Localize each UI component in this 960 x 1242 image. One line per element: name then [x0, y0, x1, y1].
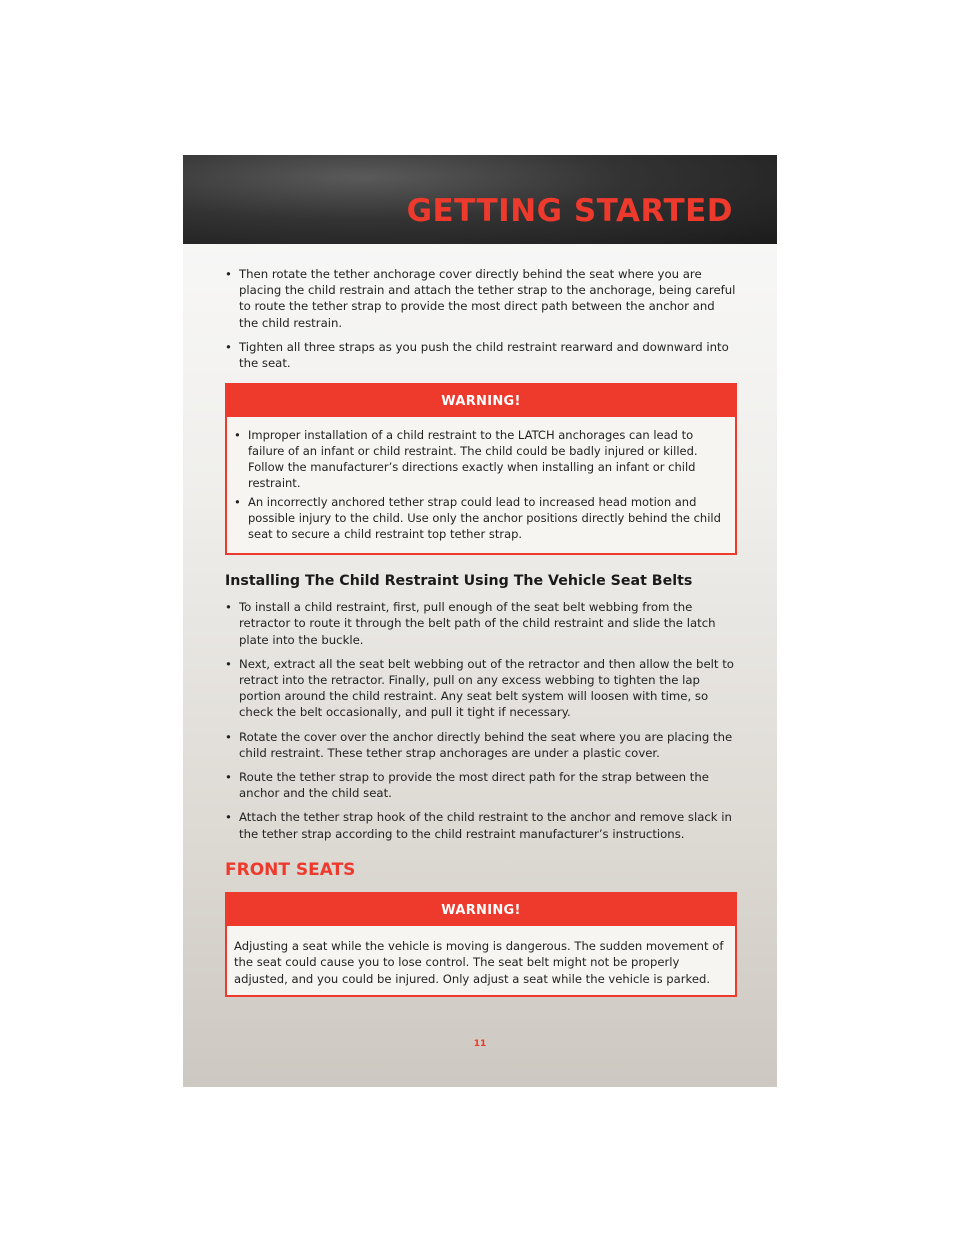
- manual-page: [183, 155, 777, 1087]
- intro-bullet-2: • Tighten all three straps as you push the child restraint rearward and downward into the seat.: [225, 339, 729, 371]
- warning-box-latch: [225, 383, 737, 555]
- warning-heading: WARNING!: [227, 385, 735, 417]
- front-seats-warning-heading: WARNING!: [227, 894, 735, 926]
- seatbelt-bullet-5: • Attach the tether strap hook of the child restraint to the anchor and remove slack in the tether strap according to the child restraint manufacturer’s instructions.: [225, 810, 732, 841]
- warning-box-front-seats: [225, 892, 737, 998]
- seatbelt-bullet-list: [225, 599, 737, 842]
- page-content: [225, 266, 737, 1015]
- warning-bullet-1: • Improper installation of a child restraint to the LATCH anchorages can lead to failure of an infant or child restraint. The child could be badly injured or killed. Follow the manufacturer’s directions exactly when installing an infant or child restraint.: [234, 428, 698, 491]
- page-header: [183, 155, 777, 244]
- intro-bullet-list: [225, 266, 737, 371]
- warning-bullet-list: [234, 427, 728, 542]
- seatbelt-bullet-1: • To install a child restraint, first, pull enough of the seat belt webbing from the retractor to route it through the belt path of the child restraint and slide the latch plate into the buckle.: [225, 600, 716, 647]
- seatbelt-bullet-4: • Route the tether strap to provide the most direct path for the strap between the anchor and the child seat.: [225, 770, 709, 801]
- seatbelt-bullet-2: • Next, extract all the seat belt webbing out of the retractor and then allow the belt to retract into the retractor. Finally, pull on any excess webbing to tighten the lap portion around the child restraint. Any seat belt system will loosen with time, so check the belt occasionally, and pull it tight if necessary.: [225, 656, 734, 720]
- seatbelt-section-heading: Installing The Child Restraint Using The Vehicle Seat Belts: [225, 573, 693, 590]
- page-number: 11: [473, 1039, 487, 1049]
- seatbelt-bullet-3: • Rotate the cover over the anchor directly behind the seat where you are placing the child restraint. These tether strap anchorages are under a plastic cover.: [225, 729, 733, 760]
- front-seats-warning-text: Adjusting a seat while the vehicle is moving is dangerous. The sudden movement of the seat could cause you to lose control. The seat belt might not be properly adjusted, and you could be injured. Only adjust a seat while the vehicle is parked.: [234, 938, 724, 986]
- header-title: GETTING STARTED: [406, 193, 733, 229]
- front-seats-warning-body: [227, 926, 735, 996]
- warning-body: [227, 417, 735, 553]
- intro-bullet-1: • Then rotate the tether anchorage cover directly behind the seat where you are placing the child restrain and attach the tether strap to the anchorage, being careful to route the tether strap to provide the most direct path between the anchor and the child restrain.: [225, 267, 736, 330]
- warning-bullet-2: • An incorrectly anchored tether strap could lead to increased head motion and possible injury to the child. Use only the anchor positions directly behind the child seat to secure a child restraint top tether strap.: [234, 495, 721, 542]
- front-seats-title: FRONT SEATS: [225, 859, 356, 880]
